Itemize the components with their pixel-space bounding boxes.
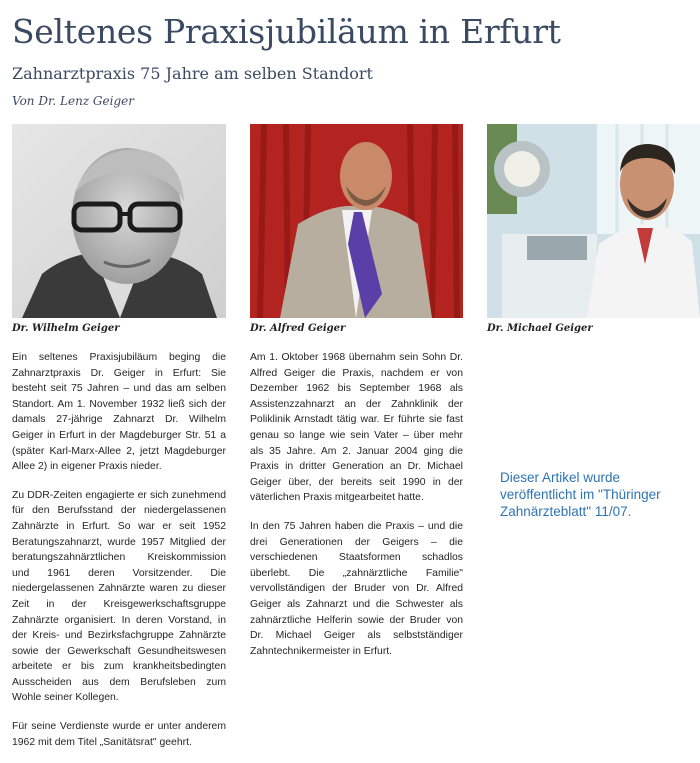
caption-alfred-geiger: Dr. Alfred Geiger <box>250 323 346 334</box>
caption-michael-geiger: Dr. Michael Geiger <box>487 323 593 334</box>
paragraph: In den 75 Jahren haben die Praxis – und die drei Generationen der Geigers – die verschiedenen Staatsformen schadlos überlebt. Die „zahnärztliche Familie" vervollständigen der Bruder von Dr. Alfred Geiger als Zahnarzt und die Schwester als zahnärztliche Helferin sowie der Bruder von Dr. Michael Geiger als selbstständiger Zahntechnikermeister in Erfurt. <box>250 520 463 657</box>
photo-michael-geiger <box>487 124 700 318</box>
photo-wilhelm-geiger <box>12 124 226 318</box>
paragraph: Zu DDR-Zeiten engagierte er sich zunehmend für den Berufsstand der niedergelassenen Zahnärzte in Erfurt. So war er seit 1952 Beratungszahnarzt, wurde 1957 Mitglied der beratungszahnärztlichen Kreiskommission und 1961 deren Vorsitzender. Die niedergelassenen Zahnärzte waren zu dieser Zeit in der Kreisgewerkschaftsgruppe Zahnärzte organisiert. In deren Vorstand, in der Kreis- und Bezirksfachgruppe Zahnärzte sowie der Gewerkschaft Gesundheitswesen arbeitete er bis zum krankheitsbedingten Ausscheiden aus dem Berufsleben zum Wohle seiner Kollegen. <box>12 489 226 704</box>
article-byline: Von Dr. Lenz Geiger <box>12 94 134 108</box>
paragraph: Für seine Verdienste wurde er unter anderem 1962 mit dem Titel „Sanitätsrat" geehrt. <box>12 721 226 748</box>
text-column-left <box>12 350 226 763</box>
article-subtitle: Zahnarztpraxis 75 Jahre am selben Standort <box>12 64 373 83</box>
article-title: Seltenes Praxisjubiläum in Erfurt <box>12 12 561 51</box>
photo-alfred-geiger <box>250 124 463 318</box>
text-column-middle <box>250 350 463 672</box>
caption-wilhelm-geiger: Dr. Wilhelm Geiger <box>12 323 120 334</box>
paragraph: Ein seltenes Praxisjubiläum beging die Zahnarztpraxis Dr. Geiger in Erfurt: Sie besteht seit 75 Jahren – und das am selben Standort. Am 1. November 1932 ließ sich der damals 27-jährige Zahnarzt Dr. Wilhelm Geiger in Erfurt in der Magdeburger Str. 51 a (später Karl-Marx-Allee 2, jetzt Magdeburger Allee 2) in eigener Praxis nieder. <box>12 352 226 473</box>
paragraph: Am 1. Oktober 1968 übernahm sein Sohn Dr. Alfred Geiger die Praxis, nachdem er von Dezember 1962 bis September 1968 als Assistenzzahnarzt an der Zahnklinik der Poliklinik Arnstadt tätig war. Er führte sie fast genau so lange wie sein Vater – über mehr als 35 Jahre. Am 2. Januar 2004 ging die Praxis in dritter Generation an Dr. Michael Geiger über, der bereits seit 1990 in der väterlichen Praxis mitgearbeitet hatte. <box>250 352 463 504</box>
publication-note: Dieser Artikel wurde veröffentlicht im "Thüringer Zahnärzteblatt" 11/07. <box>500 470 661 519</box>
